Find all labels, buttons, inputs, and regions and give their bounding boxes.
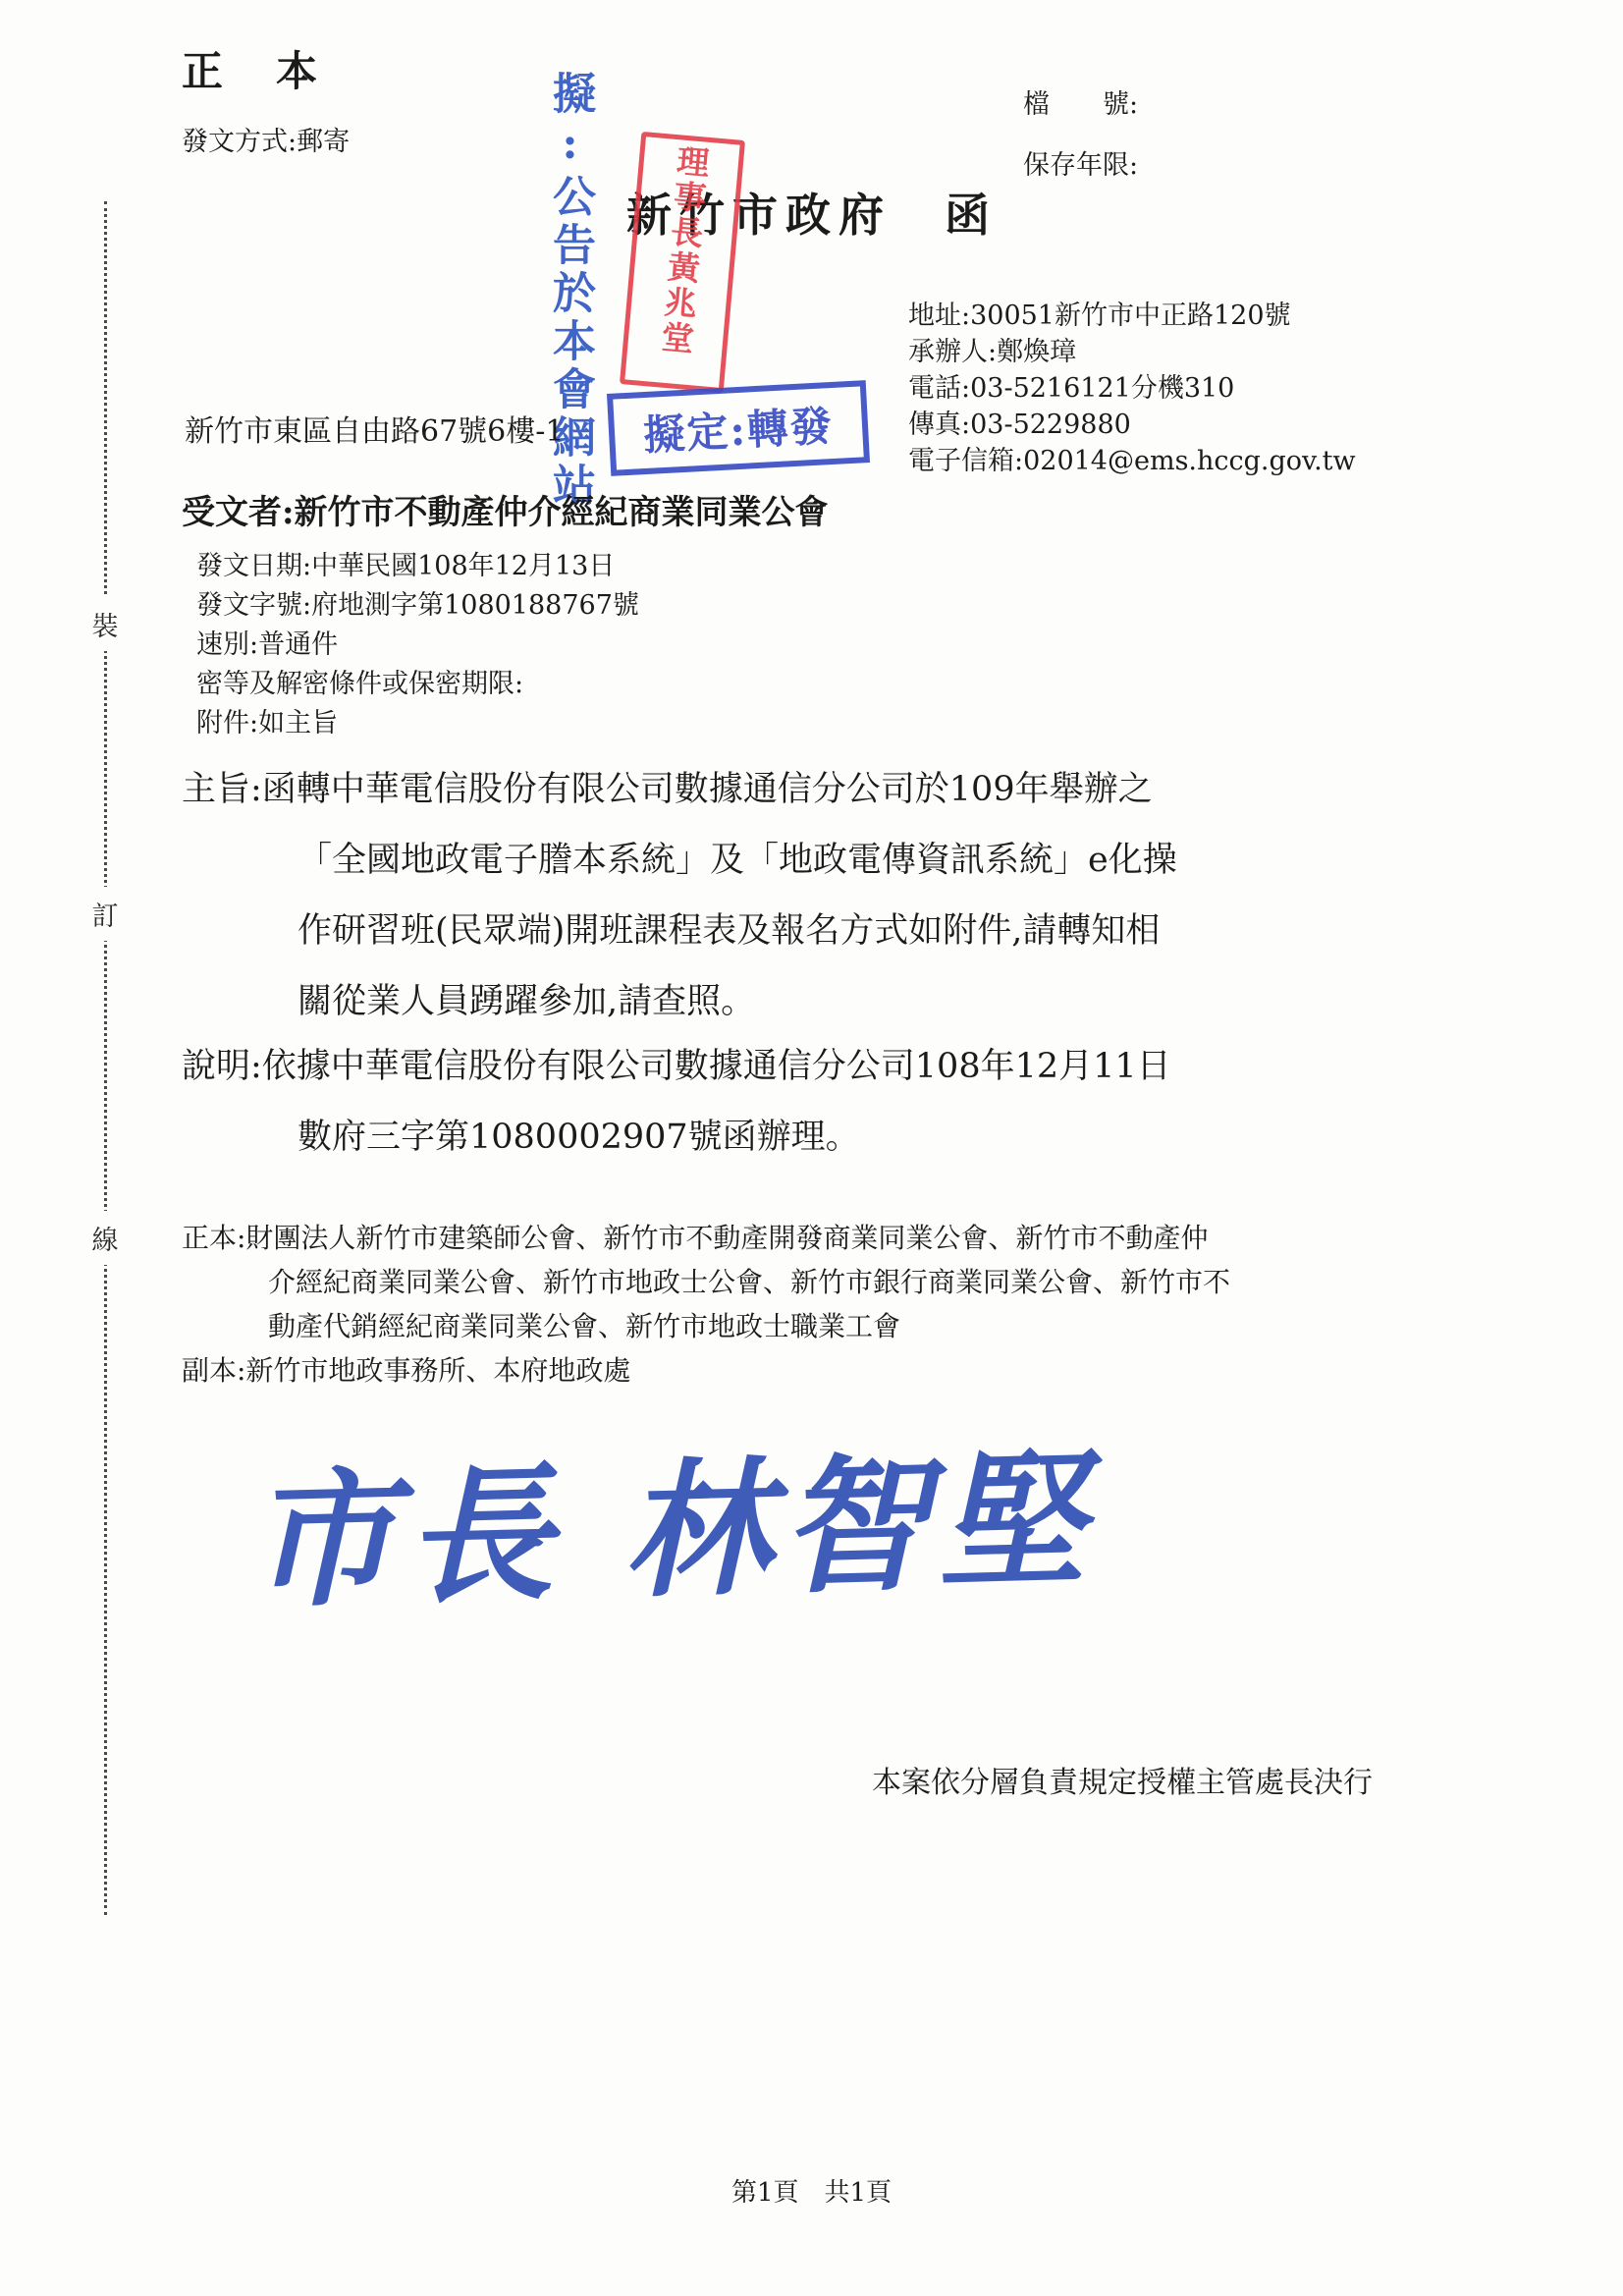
binding-label-zhuang: 裝 [84, 597, 126, 651]
recipient-line: 受文者:新竹市不動產仲介經紀商業同業公會 [182, 493, 829, 532]
meta-secrecy: 密等及解密條件或保密期限: [196, 669, 524, 699]
handwritten-approval-note: 擬:公告於本會網站 [545, 71, 595, 511]
mayor-signature: 市長 林智堅 [245, 1433, 1097, 1629]
meta-speed-class: 速別:普通件 [196, 629, 339, 660]
retention-period-label: 保存年限: [1023, 150, 1139, 181]
distribution-block [182, 1216, 1230, 1393]
subject-line: 「全國地政電子謄本系統」及「地政電傳資訊系統」e化操 [298, 841, 1177, 880]
document-title: 新竹市政府 函 [626, 189, 998, 242]
subject-line: 主旨:函轉中華電信股份有限公司數據通信分公司於109年舉辦之 [182, 770, 1153, 809]
distribution-original-cont: 介經紀商業同業公會、新竹市地政士公會、新竹市銀行商業同業公會、新竹市不 [268, 1266, 1231, 1298]
meta-doc-number: 發文字號:府地測字第1080188767號 [196, 590, 639, 621]
chairman-seal-stamp [620, 132, 745, 393]
binding-dotted-line [104, 201, 107, 1915]
recipient-street-address: 新竹市東區自由路67號6樓-1 [185, 414, 565, 449]
contact-phone: 電話:03-5216121分機310 [908, 373, 1235, 404]
distribution-original-cont: 動產代銷經紀商業同業公會、新竹市地政士職業工會 [268, 1310, 901, 1342]
meta-issue-date: 發文日期:中華民國108年12月13日 [196, 551, 616, 581]
meta-attachment: 附件:如主旨 [196, 708, 339, 738]
distribution-original: 正本:財團法人新竹市建築師公會、新竹市不動產開發商業同業公會、新竹市不動產仲 [182, 1222, 1209, 1254]
copy-type-label: 正 本 [182, 47, 324, 95]
description-line: 數府三字第1080002907號函辦理。 [298, 1118, 860, 1157]
subject-line: 作研習班(民眾端)開班課程表及報名方式如附件,請轉知相 [298, 911, 1161, 951]
contact-handler: 承辦人:鄭煥璋 [908, 337, 1077, 367]
contact-email: 電子信箱:02014@ems.hccg.gov.tw [908, 446, 1356, 476]
page-number-footer: 第1頁 共1頁 [730, 2178, 893, 2208]
distribution-copy: 副本:新竹市地政事務所、本府地政處 [182, 1354, 631, 1387]
authorization-note: 本案依分層負責規定授權主管處長決行 [872, 1766, 1373, 1800]
chairman-seal-text: 理事長黃兆堂 [655, 142, 712, 358]
binding-label-xian: 線 [84, 1211, 126, 1265]
binding-label-ding: 訂 [84, 887, 126, 941]
subject-line: 關從業人員踴躍參加,請查照。 [298, 982, 756, 1021]
contact-fax: 傳真:03-5229880 [908, 410, 1131, 440]
approval-seal-text: 擬定:轉發 [642, 401, 836, 461]
agency-contact-block [908, 298, 1356, 479]
delivery-method: 發文方式:郵寄 [182, 127, 351, 157]
approval-seal-stamp [607, 380, 870, 476]
description-block [182, 1031, 1171, 1173]
description-line: 說明:依據中華電信股份有限公司數據通信分公司108年12月11日 [182, 1047, 1171, 1086]
file-number-label: 檔 號: [1023, 89, 1139, 120]
document-meta-block [196, 547, 639, 743]
subject-block [182, 754, 1177, 1037]
contact-address: 地址:30051新竹市中正路120號 [908, 301, 1291, 331]
